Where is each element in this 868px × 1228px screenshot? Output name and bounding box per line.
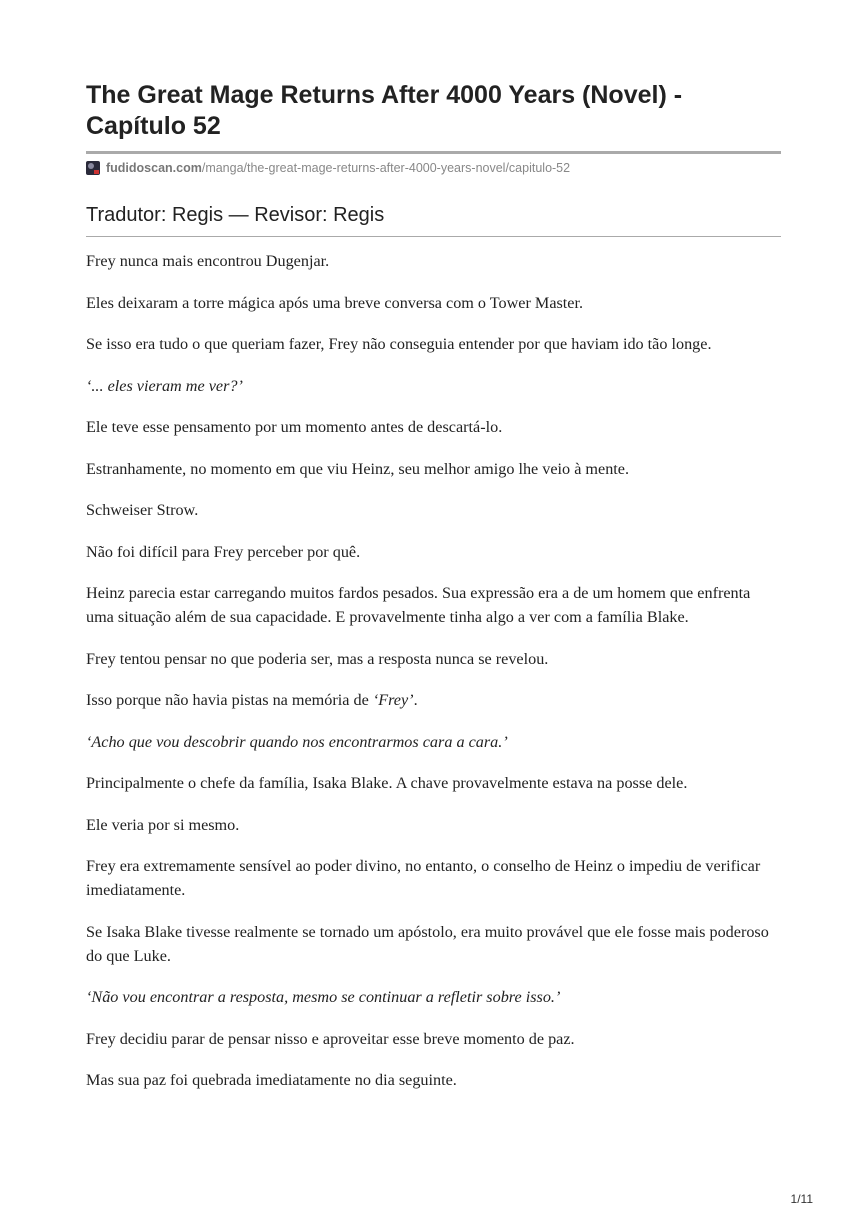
paragraph-text: Não foi difícil para Frey perceber por quê. <box>86 542 361 561</box>
paragraph <box>86 457 781 481</box>
paragraph-text: Frey decidiu parar de pensar nisso e aproveitar esse breve momento de paz. <box>86 1029 575 1048</box>
paragraph <box>86 813 781 837</box>
paragraph-text: Mas sua paz foi quebrada imediatamente no dia seguinte. <box>86 1071 457 1089</box>
paragraph-text: Frey nunca mais encontrou Dugenjar. <box>86 252 330 270</box>
page-number: 1/11 <box>790 1192 813 1206</box>
paragraph <box>86 291 781 315</box>
paragraph <box>86 374 781 398</box>
paragraph <box>86 540 781 564</box>
heading-divider <box>86 236 781 237</box>
page-title: The Great Mage Returns After 4000 Years (Novel) - Capítulo 52 <box>86 81 683 140</box>
source-url[interactable] <box>86 159 781 177</box>
source-path: /manga/the-great-mage-returns-after-4000-years-novel/capitulo-52 <box>201 161 571 175</box>
site-favicon-icon <box>86 161 100 175</box>
paragraph <box>86 498 781 522</box>
paragraph <box>86 249 781 273</box>
paragraph <box>86 1068 781 1092</box>
paragraph <box>86 730 781 754</box>
credits-heading: Tradutor: Regis — Revisor: Regis <box>86 204 385 226</box>
paragraph-tail: . <box>413 691 418 709</box>
paragraph <box>86 581 781 629</box>
title-divider <box>86 151 781 154</box>
paragraph-text: ‘... eles vieram me ver?’ <box>86 376 243 395</box>
document-page <box>86 80 781 1110</box>
paragraph-text: Principalmente o chefe da família, Isaka Blake. A chave provavelmente estava na posse dele. <box>86 774 688 792</box>
paragraph <box>86 688 781 712</box>
paragraph <box>86 920 781 968</box>
paragraph-text: Frey tentou pensar no que poderia ser, mas a resposta nunca se revelou. <box>86 649 549 668</box>
paragraph-text: Isso porque não havia pistas na memória de <box>86 691 373 709</box>
paragraph <box>86 1027 781 1051</box>
paragraph-text: Frey era extremamente sensível ao poder divino, no entanto, o conselho de Heinz o impediu de verificar imediatamente. <box>86 857 761 899</box>
chapter-content <box>86 249 781 1092</box>
paragraph-text: ‘Não vou encontrar a resposta, mesmo se continuar a refletir sobre isso.’ <box>86 988 561 1006</box>
paragraph-text: Ele teve esse pensamento por um momento antes de descartá-lo. <box>86 418 503 436</box>
source-domain: fudidoscan.com <box>106 161 202 175</box>
paragraph-text: Heinz parecia estar carregando muitos fardos pesados. Sua expressão era a de um homem que enfrenta uma situação além de sua capacidade. E provavelmente tinha algo a ver com a família Blake. <box>86 584 751 626</box>
paragraph-text: Ele veria por si mesmo. <box>86 815 240 834</box>
paragraph <box>86 854 781 902</box>
paragraph <box>86 771 781 795</box>
paragraph-text: ‘Acho que vou descobrir quando nos encontrarmos cara a cara.’ <box>86 732 508 751</box>
paragraph-text: Se isso era tudo o que queriam fazer, Frey não conseguia entender por que haviam ido tão longe. <box>86 335 712 353</box>
paragraph-emphasis: ‘Frey’ <box>372 691 414 709</box>
paragraph-text: Schweiser Strow. <box>86 501 199 519</box>
paragraph-text: Se Isaka Blake tivesse realmente se tornado um apóstolo, era muito provável que ele fosse mais poderoso do que Luke. <box>86 922 769 965</box>
paragraph-text: Eles deixaram a torre mágica após uma breve conversa com o Tower Master. <box>86 293 584 312</box>
paragraph <box>86 985 781 1009</box>
paragraph-text: Estranhamente, no momento em que viu Heinz, seu melhor amigo lhe veio à mente. <box>86 459 630 478</box>
paragraph <box>86 415 781 439</box>
paragraph <box>86 332 781 356</box>
paragraph <box>86 647 781 671</box>
